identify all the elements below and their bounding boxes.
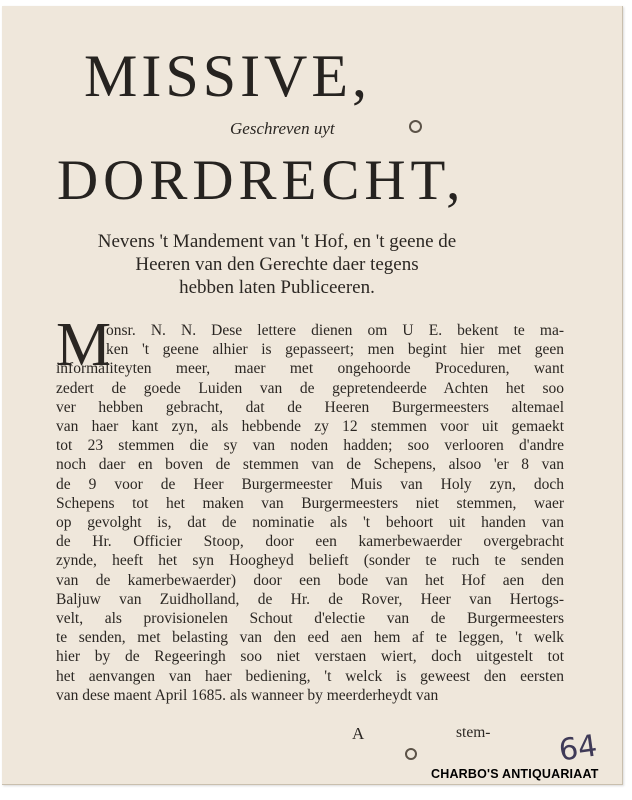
catchword: stem- xyxy=(456,724,491,741)
body-line: hier by de Regeeringh soo niet verstaen wiert, doch uitgestelt tot xyxy=(56,648,564,666)
ink-mark-circle-bottom xyxy=(405,748,417,760)
body-line: van haer kant zyn, als hebbende zy 12 stemmen voor uit gemaekt xyxy=(56,418,564,436)
body-line: Baljuw van Zuidholland, de Hr. de Rover, Heer van Hertogs- xyxy=(56,590,564,608)
watermark-stamp: CHARBO'S ANTIQUARIAAT xyxy=(431,767,599,781)
handwritten-page-number: 64 xyxy=(556,728,600,769)
body-line: tot 23 stemmen die sy van noden hadden; soo verlooren d'andre xyxy=(56,437,564,455)
body-line: Schepens tot het maken van Burgermeesters niet stemmen, waer xyxy=(56,494,564,512)
subtitle-line: hebben laten Publiceeren. xyxy=(179,277,375,298)
body-line: te senden, met belasting van den eed aen hem af te leggen, 't welk xyxy=(56,629,564,647)
document-subtitle xyxy=(62,230,492,299)
body-line: ken 't geene alhier is gepasseert; men begint hier met geen xyxy=(106,341,564,359)
ink-mark-circle xyxy=(409,120,422,133)
body-line: zynde, heeft het syn Hoogheyd belieft (sonder te ruch te senden xyxy=(56,552,564,570)
body-line: ver hebben gebracht, dat de Heeren Burgermeesters altemael xyxy=(56,398,564,416)
drop-cap: M xyxy=(56,311,112,379)
body-line: velt, als provisionelen Schout d'electie van de Burgermeesters xyxy=(56,610,564,628)
body-line: het aenvangen van haer bediening, 't welck is geweest den eersten xyxy=(56,667,564,685)
subtitle-line: Nevens 't Mandement van 't Hof, en 't geene de xyxy=(97,231,457,252)
body-line: van dese maent April 1685. als wanneer by meerderheydt van xyxy=(56,686,439,704)
body-line: onsr. N. N. Dese lettere dienen om U E. bekent te ma- xyxy=(106,322,564,339)
signature-mark: A xyxy=(352,724,365,743)
document-city: DORDRECHT, xyxy=(57,149,466,212)
document-page xyxy=(2,6,623,785)
body-text xyxy=(56,321,564,705)
body-line: de 9 voor de Heer Burgermeester Muis van Holy zyn, doch xyxy=(56,475,564,493)
document-title: MISSIVE, xyxy=(84,43,372,109)
body-line: op gevolght is, dat de nominatie als 't behoort uit handen van xyxy=(56,514,564,532)
body-line: zedert de goede Luiden van de gepretendeerde Achten het soo xyxy=(56,379,564,397)
body-line: de Hr. Officier Stoop, door een kamerbewaerder overgebracht xyxy=(56,533,564,551)
body-line: informaliteyten meer, maer met ongehoorde Proceduren, want xyxy=(56,360,564,378)
body-line: noch daer en boven de stemmen van de Schepens, alsoo 'er 8 van xyxy=(56,456,564,474)
subtitle-line: Heeren van den Gerechte daer tegens xyxy=(135,254,419,275)
document-subtitle-small: Geschreven uyt xyxy=(230,119,335,138)
body-line: van de kamerbewaerder) door een bode van het Hof aen den xyxy=(56,571,564,589)
